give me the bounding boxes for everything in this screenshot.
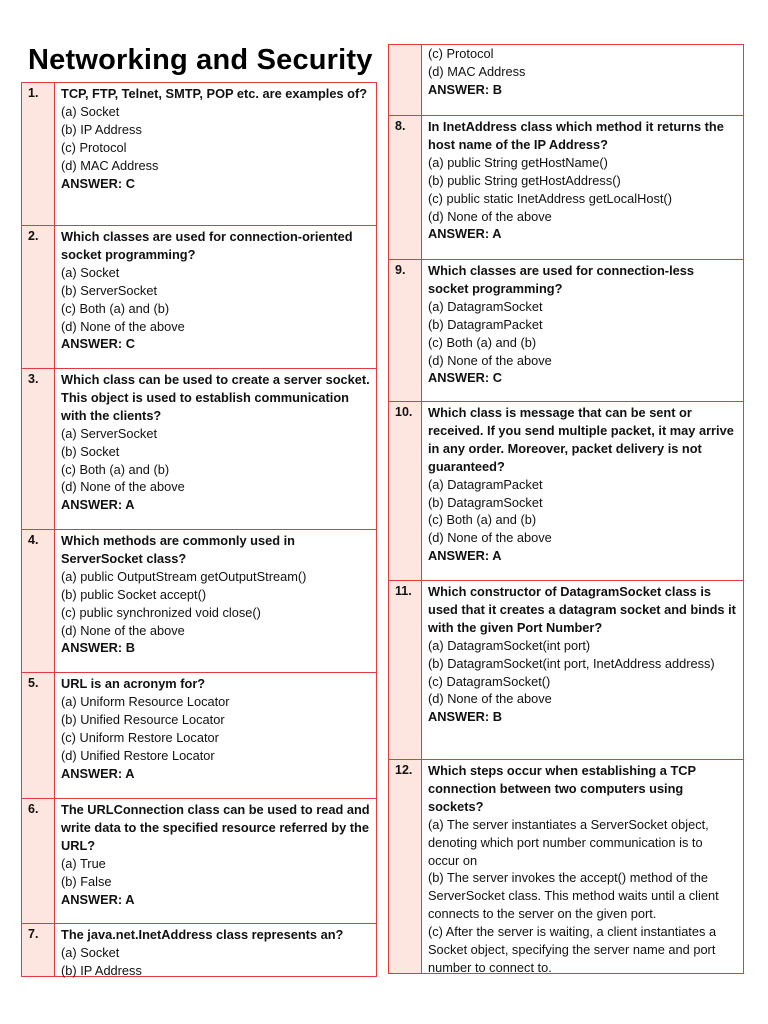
option-c: (c) Uniform Restore Locator xyxy=(61,729,219,745)
question-text: Which classes are used for connection-less socket programming? xyxy=(428,263,694,296)
option-c: (c) Both (a) and (b) xyxy=(428,512,537,528)
option-c: (c) After the server is waiting, a client instantiates a Socket object, specifying the server name and port number to connect to. xyxy=(428,924,717,975)
answer: ANSWER: C xyxy=(428,370,502,386)
option-d: (d) MAC Address xyxy=(428,63,526,79)
answer: ANSWER: B xyxy=(428,709,502,725)
option-c: (c) Both (a) and (b) xyxy=(61,461,170,477)
question-text: URL is an acronym for? xyxy=(61,676,206,691)
question-number: 12. xyxy=(389,760,422,973)
option-a: (a) Socket xyxy=(61,944,120,960)
answer: ANSWER: B xyxy=(428,81,502,97)
option-d: (d) Unified Restore Locator xyxy=(61,747,215,763)
option-c: (c) Protocol xyxy=(428,46,494,61)
question-text: Which classes are used for connection-oriented socket programming? xyxy=(61,229,353,262)
answer: ANSWER: A xyxy=(61,765,135,781)
option-d: (d) None of the above xyxy=(428,208,552,224)
question-4 xyxy=(21,529,377,673)
question-number: 10. xyxy=(389,402,422,580)
option-a: (a) DatagramPacket xyxy=(428,476,543,492)
option-c: (c) DatagramSocket() xyxy=(428,673,551,689)
answer: ANSWER: C xyxy=(61,175,135,191)
option-c: (c) public static InetAddress getLocalHost() xyxy=(428,190,672,206)
question-9 xyxy=(388,259,744,402)
option-b: (b) public String getHostAddress() xyxy=(428,172,621,188)
question-number: 8. xyxy=(389,116,422,259)
question-1 xyxy=(21,82,377,226)
question-11 xyxy=(388,580,744,760)
option-a: (a) Socket xyxy=(61,103,120,119)
option-a: (a) Socket xyxy=(61,264,120,280)
question-12 xyxy=(388,759,744,974)
option-a: (a) ServerSocket xyxy=(61,425,158,441)
option-b: (b) Socket xyxy=(61,443,120,459)
option-a: (a) DatagramSocket xyxy=(428,298,543,314)
page-title: Networking and Security xyxy=(28,44,373,76)
question-number: 3. xyxy=(22,369,55,529)
question-number: 5. xyxy=(22,673,55,798)
option-b: (b) Unified Resource Locator xyxy=(61,711,225,727)
question-8 xyxy=(388,115,744,260)
option-a: (a) True xyxy=(61,855,106,871)
option-b: (b) The server invokes the accept() method of the ServerSocket class. This method waits until a client connects to the server on the given port. xyxy=(428,870,719,922)
option-a: (a) The server instantiates a ServerSocket object, denoting which port number communication is to occur on xyxy=(428,816,709,868)
question-number xyxy=(389,45,422,115)
option-c: (c) public synchronized void close() xyxy=(61,604,261,620)
question-3 xyxy=(21,368,377,530)
option-b: (b) public Socket accept() xyxy=(61,586,207,602)
question-7 xyxy=(21,923,377,977)
option-a: (a) Uniform Resource Locator xyxy=(61,693,230,709)
answer: ANSWER: A xyxy=(61,497,135,513)
question-text: TCP, FTP, Telnet, SMTP, POP etc. are examples of? xyxy=(61,86,368,101)
question-number: 4. xyxy=(22,530,55,672)
question-number: 6. xyxy=(22,799,55,923)
question-2 xyxy=(21,225,377,369)
question-number: 11. xyxy=(389,581,422,759)
option-d: (d) None of the above xyxy=(61,318,185,334)
option-d: (d) None of the above xyxy=(428,352,552,368)
option-c: (c) Both (a) and (b) xyxy=(428,334,537,350)
question-text: Which class can be used to create a server socket. This object is used to establish communication with the clients? xyxy=(61,372,370,423)
question-text: Which steps occur when establishing a TCP connection between two computers using sockets? xyxy=(428,763,696,814)
question-text: Which constructor of DatagramSocket class is used that it creates a datagram socket and binds it with the given Port Number? xyxy=(428,584,736,635)
option-a: (a) public String getHostName() xyxy=(428,154,608,170)
question-10 xyxy=(388,401,744,581)
option-b: (b) DatagramSocket xyxy=(428,494,543,510)
option-d: (d) None of the above xyxy=(428,691,552,707)
option-d: (d) None of the above xyxy=(428,530,552,546)
option-d: (d) None of the above xyxy=(61,479,185,495)
option-b: (b) IP Address xyxy=(61,121,142,137)
question-7-continued xyxy=(388,44,744,116)
question-5 xyxy=(21,672,377,799)
option-b: (b) IP Address xyxy=(61,962,142,978)
answer: ANSWER: A xyxy=(428,226,502,242)
option-b: (b) DatagramSocket(int port, InetAddress address) xyxy=(428,655,715,671)
question-text: The URLConnection class can be used to read and write data to the specified resource referred by the URL? xyxy=(61,802,370,853)
option-a: (a) public OutputStream getOutputStream() xyxy=(61,568,307,584)
option-b: (b) ServerSocket xyxy=(61,282,158,298)
question-number: 2. xyxy=(22,226,55,368)
option-a: (a) DatagramSocket(int port) xyxy=(428,637,591,653)
question-text: The java.net.InetAddress class represents an? xyxy=(61,927,344,942)
question-text: In InetAddress class which method it returns the host name of the IP Address? xyxy=(428,119,724,152)
answer: ANSWER: A xyxy=(61,891,135,907)
option-b: (b) DatagramPacket xyxy=(428,316,543,332)
question-text: Which methods are commonly used in ServerSocket class? xyxy=(61,533,295,566)
question-number: 9. xyxy=(389,260,422,401)
option-c: (c) Both (a) and (b) xyxy=(61,300,170,316)
option-d: (d) None of the above xyxy=(61,622,185,638)
answer: ANSWER: B xyxy=(61,640,135,656)
answer: ANSWER: A xyxy=(428,548,502,564)
question-6 xyxy=(21,798,377,924)
answer: ANSWER: C xyxy=(61,336,135,352)
question-number: 1. xyxy=(22,83,55,225)
option-d: (d) MAC Address xyxy=(61,157,159,173)
question-text: Which class is message that can be sent or received. If you send multiple packet, it may arrive in any order. Moreover, packet delivery is not guaranteed? xyxy=(428,405,734,474)
option-c: (c) Protocol xyxy=(61,139,127,155)
option-b: (b) False xyxy=(61,873,112,889)
question-number: 7. xyxy=(22,924,55,976)
